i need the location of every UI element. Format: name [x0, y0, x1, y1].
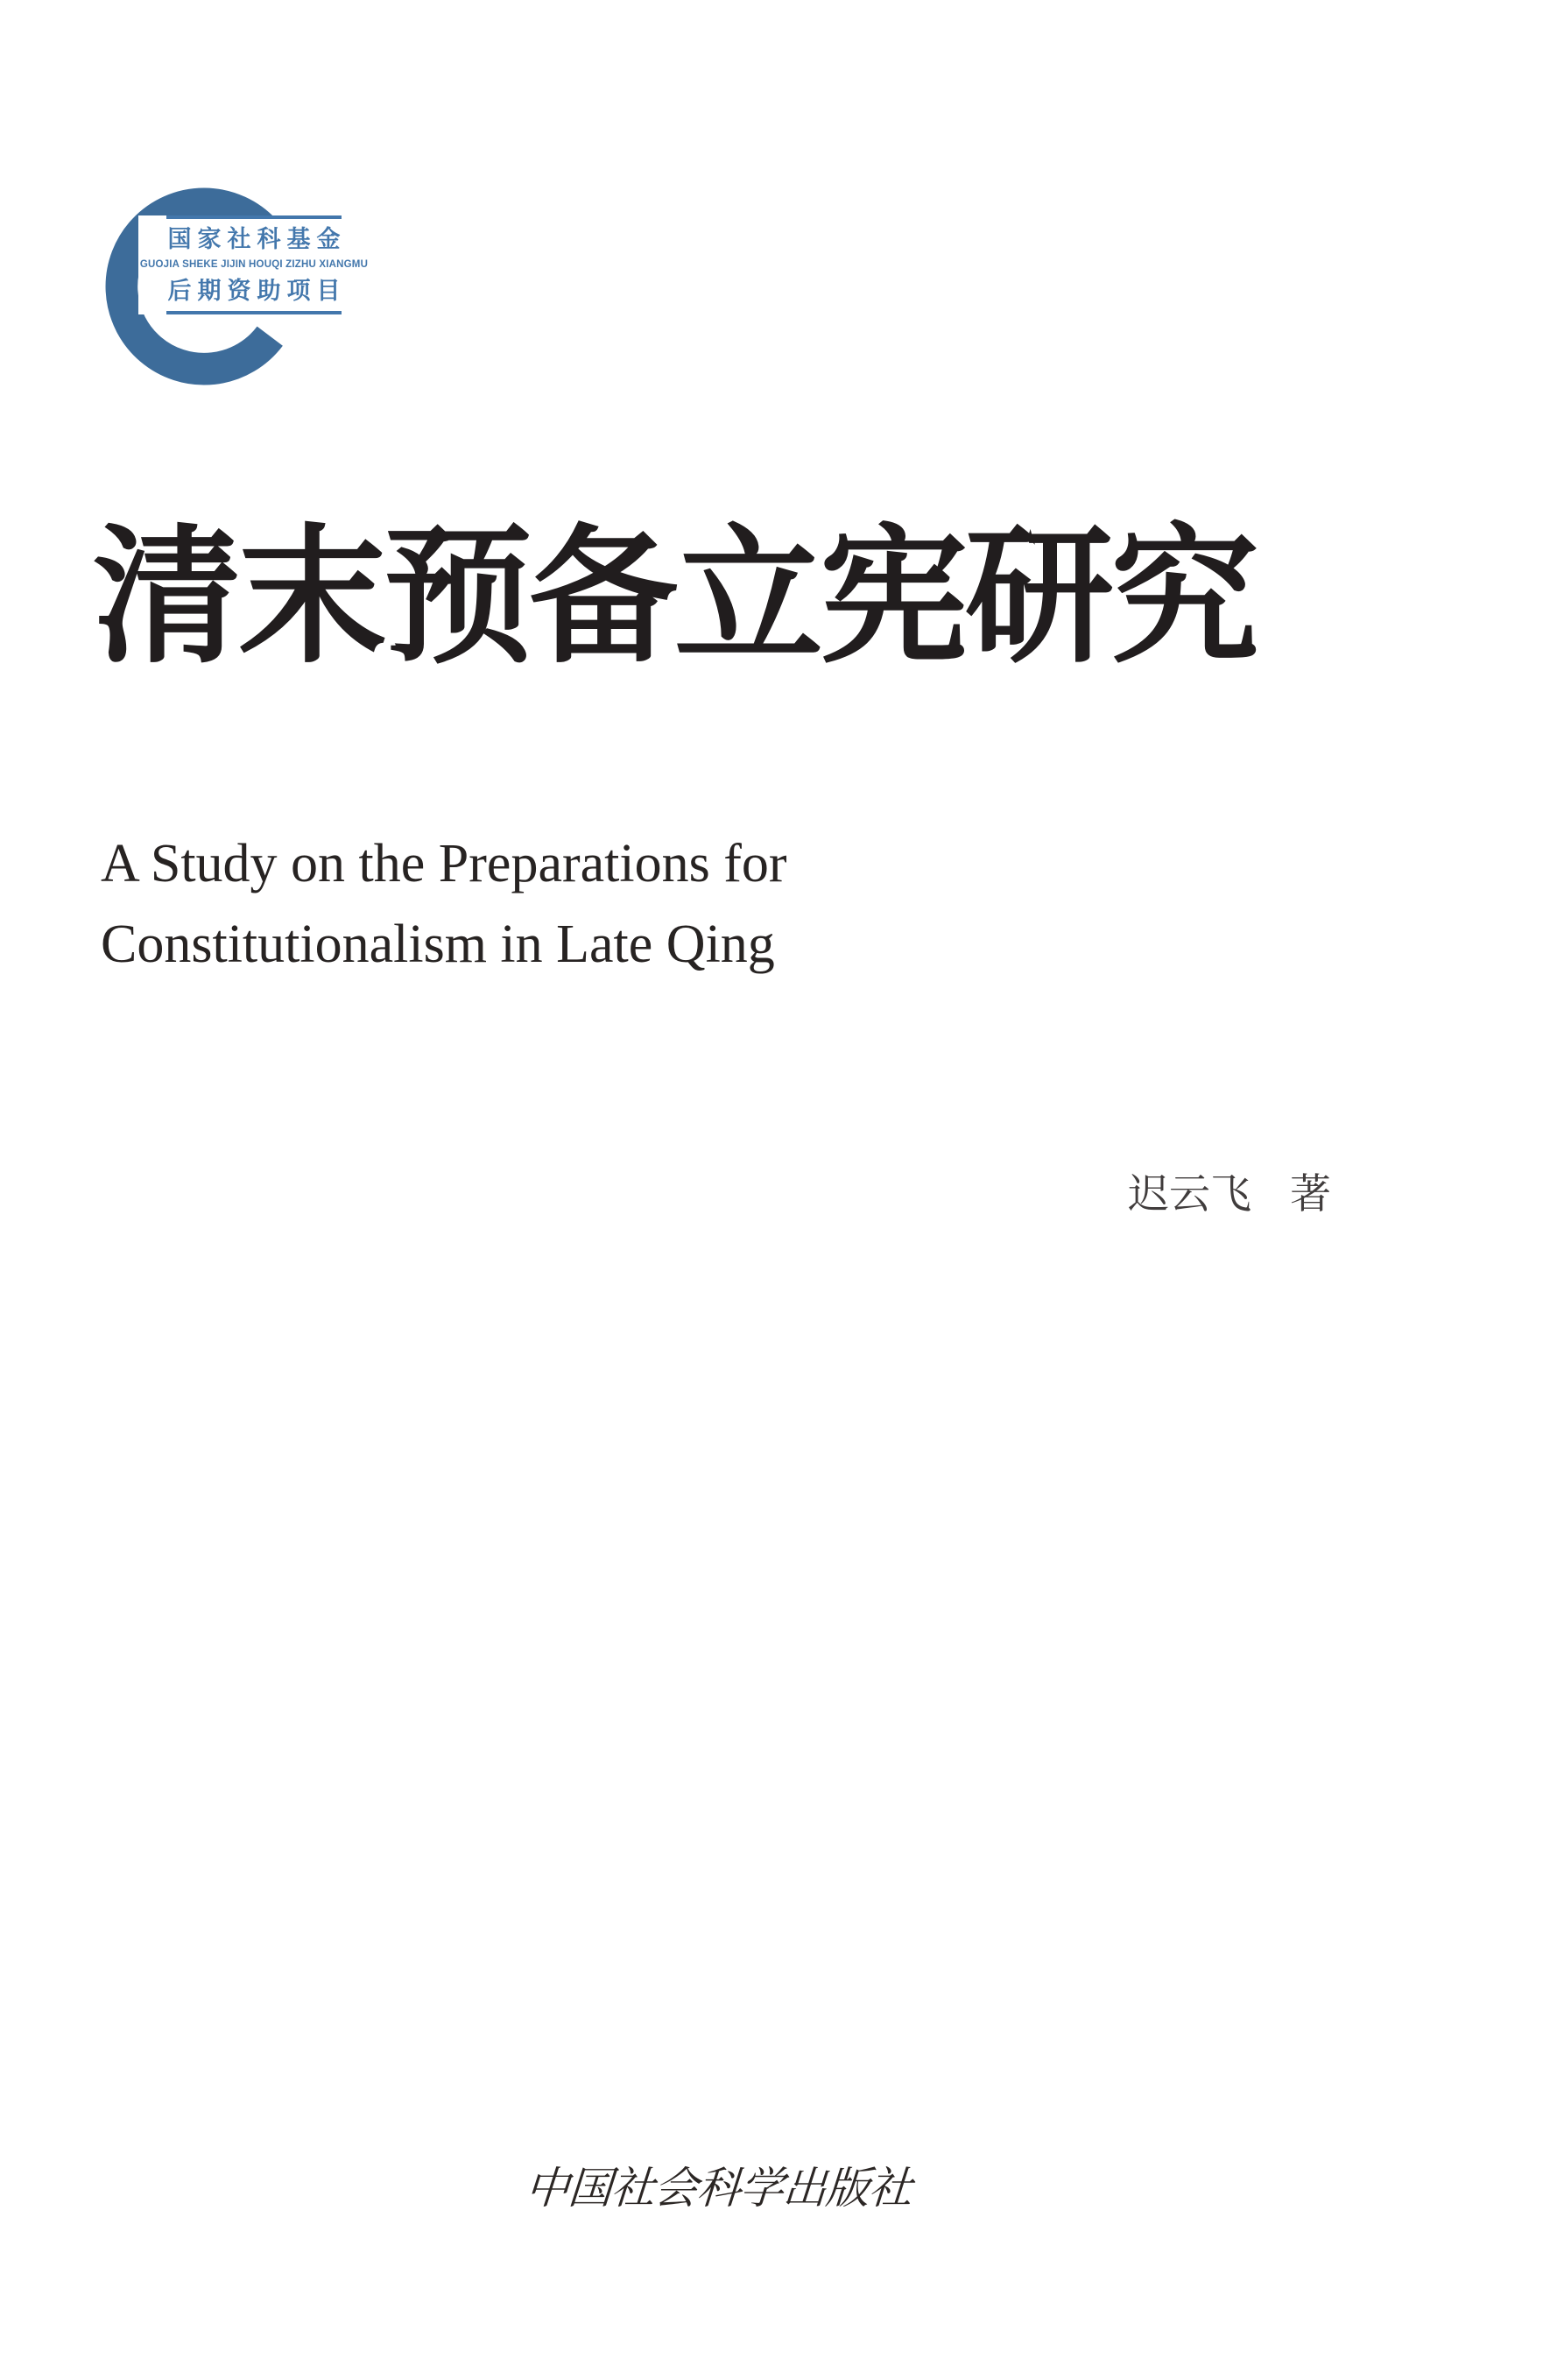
- author-role: 著: [1290, 1172, 1331, 1218]
- subtitle-line-2: Constitutionalism in Late Qing: [101, 915, 775, 974]
- logo-fund-name: 国家社科基金: [167, 226, 347, 252]
- logo-overline-rule: [166, 215, 342, 219]
- author-line: [1128, 1169, 1331, 1221]
- author-name: 迟云飞: [1128, 1172, 1251, 1218]
- book-title: 清末预备立宪研究: [93, 516, 1257, 681]
- book-subtitle-en: [101, 823, 787, 985]
- subtitle-line-1: A Study on the Preparations for: [101, 834, 787, 893]
- logo-pinyin: GUOJIA SHEKE JIJIN HOUQI ZIZHU XIANGMU: [139, 259, 369, 270]
- publisher-name: 中国社会科学出版社: [524, 2164, 913, 2213]
- logo-program-name: 后期资助项目: [167, 278, 347, 304]
- logo-text-panel: [138, 215, 370, 314]
- nsfc-grant-logo: [96, 180, 517, 399]
- logo-underline-rule: [166, 311, 342, 314]
